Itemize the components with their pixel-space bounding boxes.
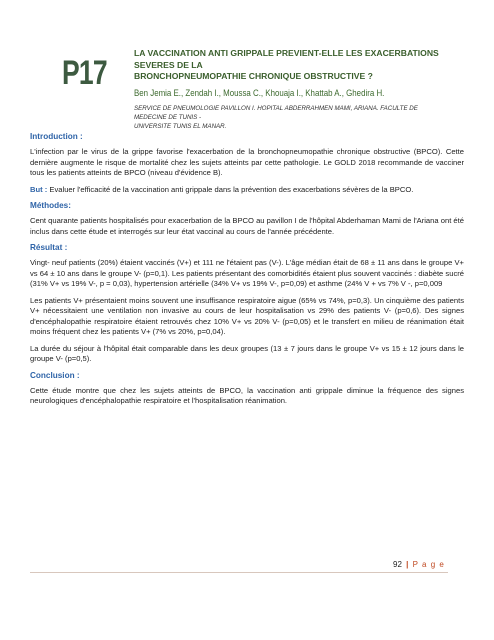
methodes-text: Cent quarante patients hospitalisés pour exacerbation de la BPCO au pavillon I de l'hôpital Abderhaman Mami de l'Ariana ont été inclus dans cette étude et interrogés sur leur état vaccinal au cours de l'année précédente.	[30, 216, 464, 236]
introduction-text: L'infection par le virus de la grippe favorise l'exacerbation de la bronchopneumopathie chronique obstructive (BPCO). Cette dernière augmente le risque de mortalité chez les sujets atteints par cette pathologie. Le GOLD 2018 recommande de vacciner tous les patients atteints de BPCO (niveau d'évidence B).	[30, 147, 464, 177]
title-line-1: LA VACCINATION ANTI GRIPPALE PREVIENT-ELLE LES EXACERBATIONS SEVERES DE LA	[134, 48, 439, 70]
but-label: But :	[30, 184, 48, 194]
abstract-body	[30, 132, 464, 413]
affiliation	[134, 104, 442, 131]
methodes-heading: Méthodes:	[30, 201, 71, 210]
conclusion-text: Cette étude montre que chez les sujets atteints de BPCO, la vaccination anti grippale diminue la fréquence des signes neurologiques d'encéphalopathie respiratoire et l'hospitalisation réanimation.	[30, 385, 464, 405]
conclusion-heading: Conclusion :	[30, 370, 80, 380]
resultat-text-3: La durée du séjour à l'hôpital était comparable dans les deux groupes (13 ± 7 jours dans le groupe V+ vs 15 ± 12 jours dans le groupe V- (p=0,5).	[30, 343, 464, 363]
footer-separator: |	[406, 560, 409, 569]
but-paragraph	[30, 185, 464, 196]
but-text: Evaluer l'efficacité de la vaccination anti grippale dans la prévention des exacerbations sévères de la BPCO.	[49, 184, 414, 194]
authors: Ben Jemia E., Zendah I., Moussa C., Khouaja I., Khattab A., Ghedira H.	[134, 87, 385, 98]
introduction-heading: Introduction :	[30, 132, 83, 141]
abstract-title	[134, 48, 442, 83]
affiliation-line-1: SERVICE DE PNEUMOLOGIE PAVILLON I. HOPITAL ABDERRAHMEN MAMI, ARIANA. FACULTE DE MEDECINE DE TUNIS -	[134, 104, 418, 121]
page-number: 92	[393, 560, 402, 569]
abstract-code: P17	[62, 54, 107, 92]
resultat-heading: Résultat :	[30, 243, 68, 252]
resultat-text-1: Vingt- neuf patients (20%) étaient vaccinés (V+) et 111 ne l'étaient pas (V-). L'âge médian était de 68 ± 11 ans dans le groupe V+ vs 64 ± 10 ans dans le groupe V- (p=0,1). Les patients présentant des comorbidités étaient plus souvent vaccinés : diabète sucré (31% V+ vs 19% V-, p = 0,03), hypertension artérielle (34% V+ vs 19% V-, p=0,09) et asthme (24% V + vs 7% V -, p=0,009	[30, 258, 464, 288]
footer-divider	[30, 572, 448, 573]
page-footer	[393, 560, 445, 569]
resultat-text-2: Les patients V+ présentaient moins souvent une insuffisance respiratoire aigue (65% vs 74%, p=0,3). Un cinquième des patients V+ nécessitaient une ventilation non invasive au cours de leur hospitalisation vs 29% des patients V- (p=0,6). Des signes d'encéphalopathie respiratoire étaient retrouvés chez 10% V+ vs 20% V- (p=0,05) et le transfert en milieu de réanimation était moins fréquent chez les patients V+ (7% vs 20%, p=0,04).	[30, 295, 464, 336]
title-block	[134, 48, 442, 131]
page-label: P a g e	[412, 560, 445, 569]
title-line-2: BRONCHOPNEUMOPATHIE CHRONIQUE OBSTRUCTIVE ?	[134, 71, 373, 81]
affiliation-line-2: UNIVERSITE TUNIS EL MANAR.	[134, 122, 227, 130]
